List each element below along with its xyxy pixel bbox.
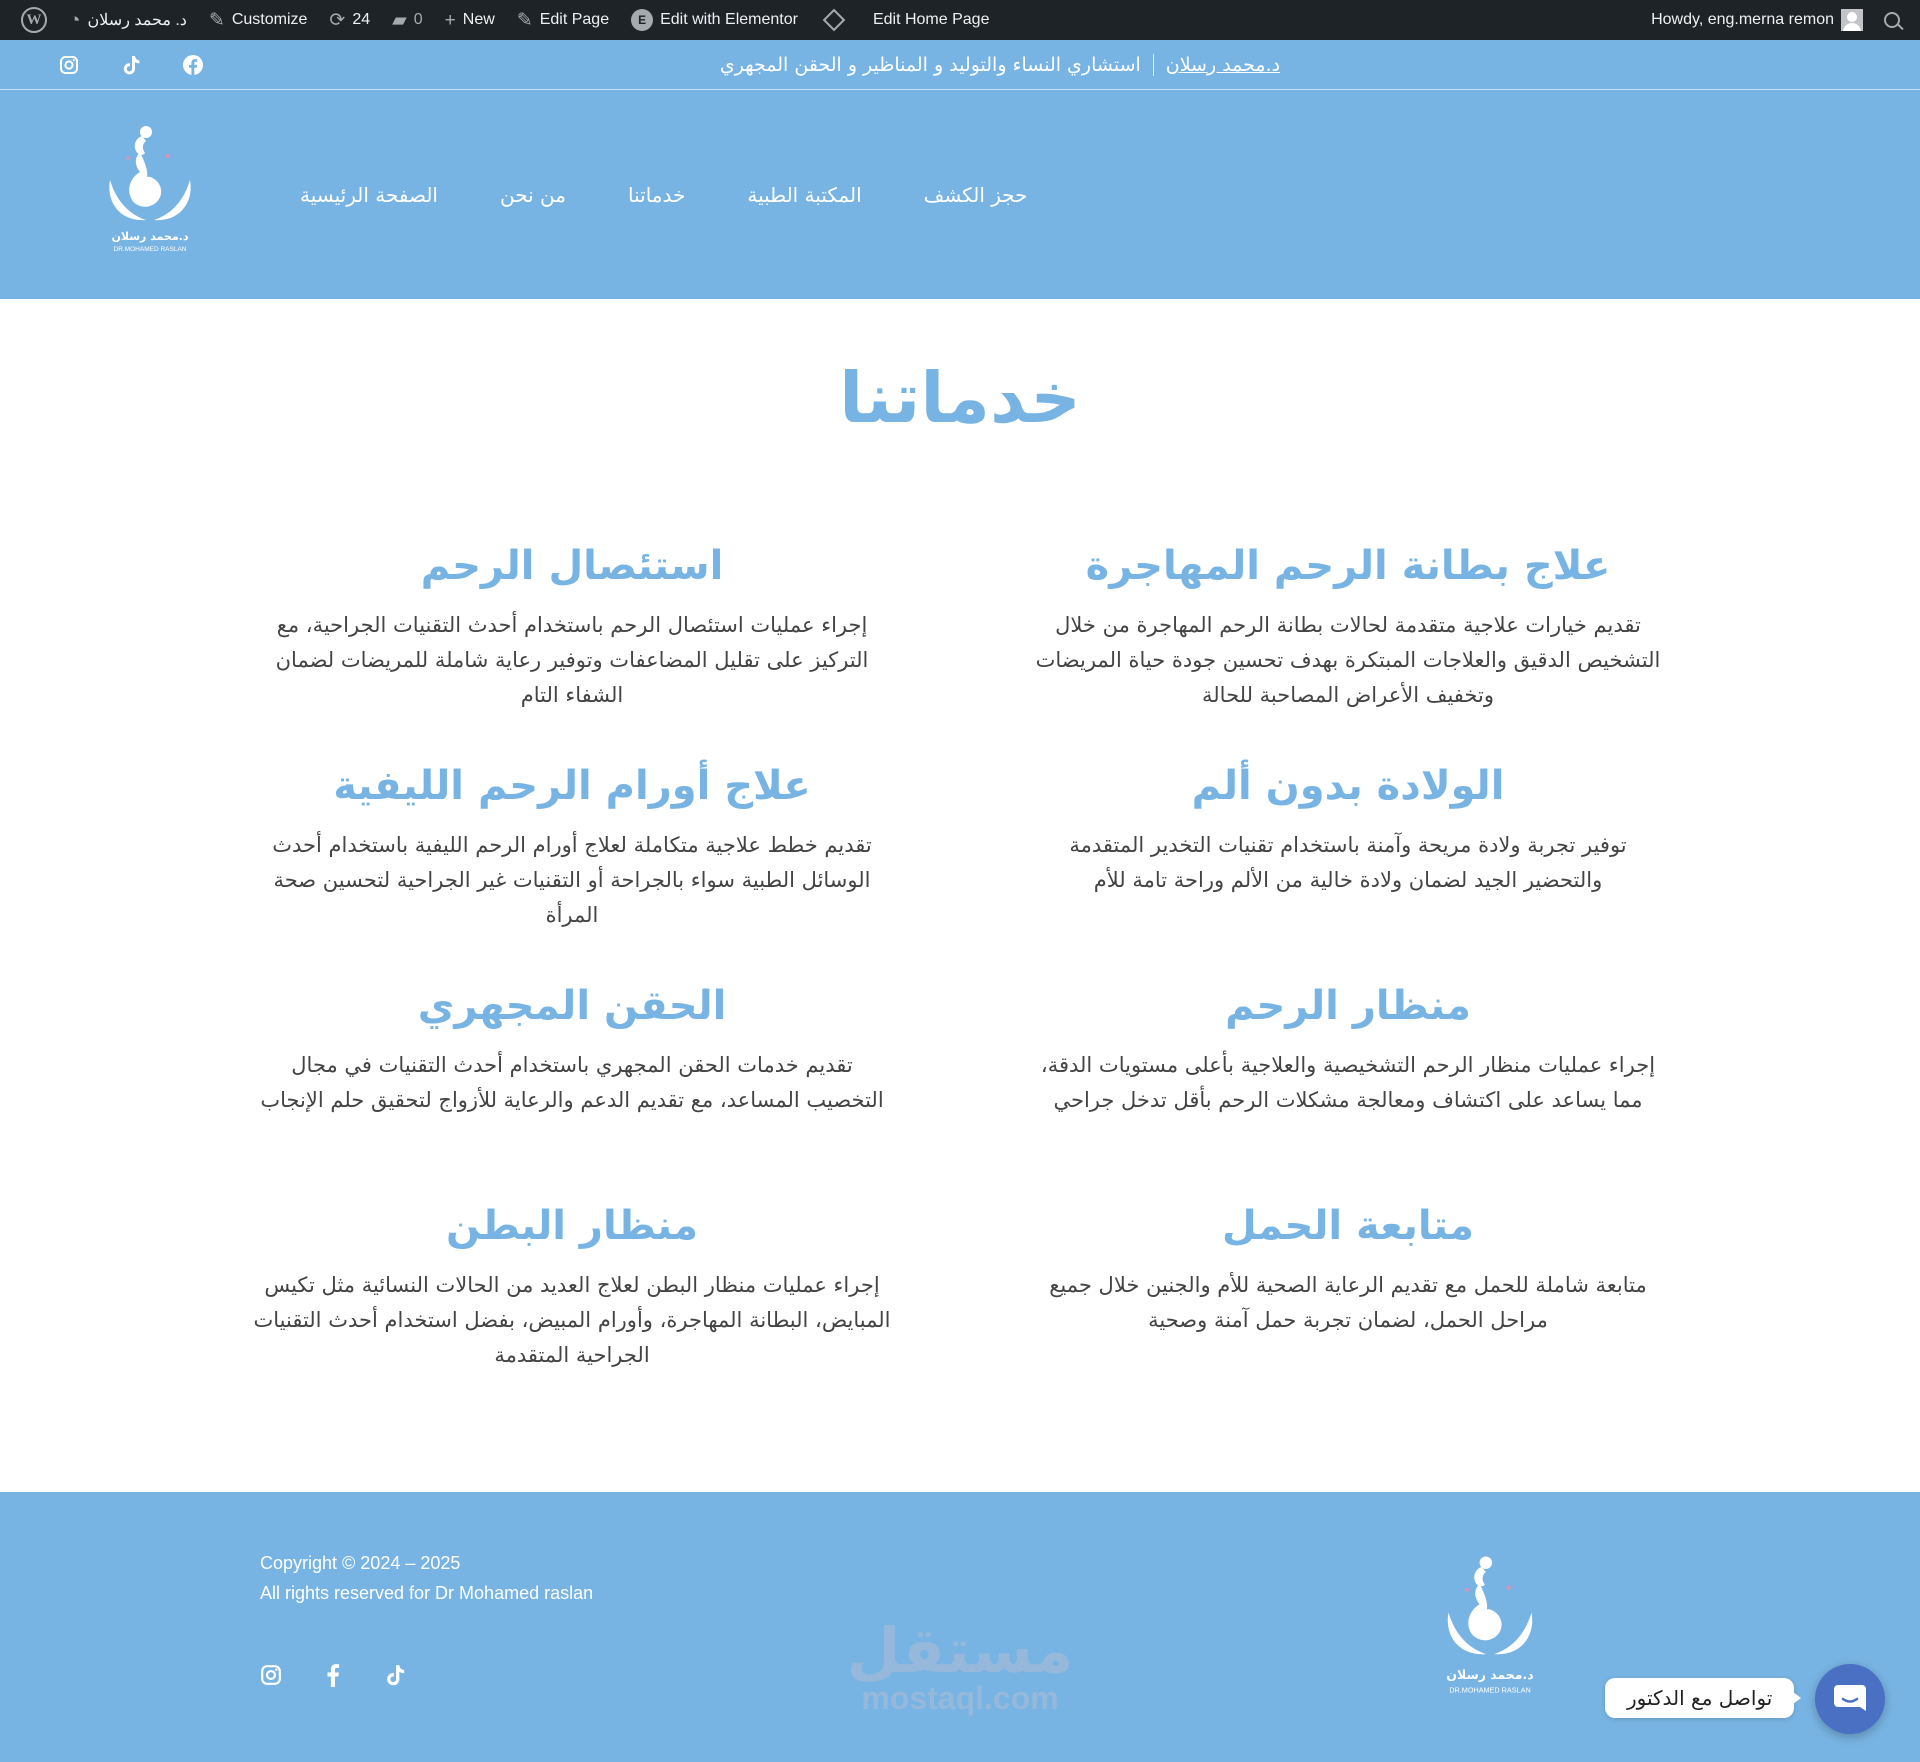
facebook-icon[interactable] — [180, 52, 206, 78]
service-description: إجراء عمليات استئصال الرحم باستخدام أحدث التقنيات الجراحية، مع التركيز على تقليل المضاعفات وتوفير رعاية شاملة للمريضات لضمان الشفاء التام — [275, 613, 869, 707]
account-menu[interactable] — [1640, 0, 1874, 40]
service-card — [252, 1202, 892, 1373]
service-card — [252, 762, 892, 933]
updates-icon: ⟳ — [329, 9, 346, 31]
service-title: متابعة الحمل — [1222, 1203, 1474, 1249]
top-social-links — [56, 40, 206, 90]
new-content-menu[interactable] — [434, 0, 506, 40]
services-title: خدماتنا — [839, 357, 1081, 439]
service-title: الحقن المجهري — [417, 983, 727, 1029]
service-title: علاج بطانة الرحم المهاجرة — [1085, 543, 1611, 589]
service-title: منظار البطن — [445, 1203, 699, 1249]
edit-elementor-label: Edit with Elementor — [660, 11, 798, 28]
footer-logo — [1436, 1548, 1544, 1702]
service-description: إجراء عمليات منظار البطن لعلاج العديد من الحالات النسائية مثل تكيس المبايض، البطانة المهاجرة، وأورام المبيض، بفضل استخدام أحدث التقنيات الجراحية المتقدمة — [253, 1273, 891, 1367]
footer-social-links — [258, 1662, 408, 1688]
chat-bubble-icon — [1832, 1683, 1868, 1715]
admin-search[interactable] — [1874, 0, 1910, 40]
brush-icon: ✎ — [208, 9, 225, 31]
footer-logo-name-ar: د.محمد رسلان — [1446, 1667, 1534, 1682]
top-bar — [0, 40, 1920, 90]
comment-icon: ▰ — [392, 9, 407, 31]
tiktok-icon[interactable] — [118, 52, 144, 78]
comments-count: 0 — [413, 11, 423, 28]
instagram-icon[interactable] — [258, 1662, 284, 1688]
service-card — [1028, 762, 1668, 898]
rights-text: All rights reserved for Dr Mohamed raslan — [260, 1583, 594, 1603]
watermark — [820, 1614, 1100, 1716]
nav-item-services[interactable]: خدماتنا — [628, 182, 686, 207]
main-nav — [300, 90, 1028, 299]
nav-item-booking[interactable]: حجز الكشف — [923, 182, 1028, 207]
service-description: تقديم خدمات الحقن المجهري باستخدام أحدث التقنيات في مجال التخصيب المساعد، مع تقديم الدعم والرعاية للأزواج لتحقيق حلم الإنجاب — [260, 1053, 884, 1112]
site-logo[interactable] — [98, 118, 202, 254]
service-description: إجراء عمليات منظار الرحم التشخيصية والعلاجية بأعلى مستويات الدقة، مما يساعد على اكتشاف ومعالجة مشكلات الرحم بأقل تدخل جراحي — [1040, 1053, 1656, 1112]
avatar — [1841, 9, 1863, 31]
logo-name-ar: د.محمد رسلان — [111, 230, 189, 243]
service-description: متابعة شاملة للحمل مع تقديم الرعاية الصحية للأم والجنين خلال جميع مراحل الحمل، لضمان تجربة حمل آمنة وصحية — [1049, 1273, 1647, 1332]
copyright-text: Copyright © 2024 – 2025 — [260, 1553, 461, 1573]
service-card — [252, 542, 892, 713]
facebook-icon[interactable] — [320, 1662, 346, 1688]
updates-link[interactable] — [318, 0, 381, 40]
edit-elementor-link[interactable] — [620, 0, 809, 40]
logo-name-en: DR.MOHAMED RASLAN — [113, 246, 187, 253]
pencil-icon: ✎ — [516, 9, 533, 31]
service-card — [1028, 1202, 1668, 1338]
dashboard-icon: ◔ — [69, 9, 81, 31]
new-label: New — [462, 11, 495, 28]
admin-bar — [0, 0, 1920, 40]
wordpress-menu[interactable] — [10, 0, 58, 40]
chat-button[interactable] — [1815, 1664, 1885, 1734]
divider — [1153, 54, 1154, 76]
updates-count: 24 — [352, 11, 371, 28]
wordpress-logo-icon: W — [21, 7, 47, 33]
plus-icon: + — [444, 9, 456, 31]
site-header — [0, 90, 1920, 299]
site-name-label: د. محمد رسلان — [87, 12, 187, 29]
service-title: الولادة بدون ألم — [1191, 763, 1505, 809]
service-title: علاج أورام الرحم الليفية — [333, 763, 811, 809]
service-title: استئصال الرحم — [420, 543, 724, 589]
doctor-link[interactable]: د.محمد رسلان — [1165, 54, 1281, 76]
comments-link[interactable] — [381, 0, 434, 40]
nav-item-home[interactable]: الصفحة الرئيسية — [300, 182, 438, 207]
edit-home-link[interactable] — [809, 0, 1001, 40]
chat-tooltip[interactable]: تواصل مع الدكتور — [1605, 1678, 1794, 1718]
service-card — [1028, 982, 1668, 1118]
nav-item-about[interactable]: من نحن — [500, 182, 566, 207]
service-card — [252, 982, 892, 1118]
service-title: منظار الرحم — [1225, 983, 1471, 1029]
tiktok-icon[interactable] — [382, 1662, 408, 1688]
service-description: توفير تجربة ولادة مريحة وآمنة باستخدام تقنيات التخدير المتقدمة والتحضير الجيد لضمان ولادة خالية من الألم وراحة تامة للأم — [1069, 833, 1627, 892]
customize-label: Customize — [231, 11, 308, 28]
edit-page-label: Edit Page — [539, 11, 610, 28]
doctor-specialty: استشاري النساء والتوليد و المناظير و الحقن المجهري — [719, 54, 1141, 76]
copyright-block — [260, 1548, 600, 1608]
search-icon — [1884, 12, 1900, 28]
service-description: تقديم خطط علاجية متكاملة لعلاج أورام الرحم الليفية باستخدام أحدث الوسائل الطبية سواء بالجراحة أو التقنيات غير الجراحية لتحسين صحة المرأة — [272, 833, 872, 927]
instagram-icon[interactable] — [56, 52, 82, 78]
edit-home-label: Edit Home Page — [872, 11, 990, 28]
service-card — [1028, 542, 1668, 713]
theme-builder-icon — [823, 9, 846, 32]
watermark-arabic: مستقل — [846, 1614, 1074, 1687]
customize-link[interactable] — [198, 0, 319, 40]
site-name-menu[interactable] — [58, 0, 198, 40]
howdy-label: Howdy, eng.merna remon — [1651, 11, 1834, 28]
nav-item-library[interactable]: المكتبة الطبية — [747, 182, 862, 207]
doctor-info — [620, 40, 1380, 90]
site-footer — [0, 1492, 1920, 1762]
watermark-latin: mostaql.com — [861, 1680, 1059, 1716]
elementor-icon: E — [631, 9, 653, 31]
edit-page-link[interactable] — [506, 0, 620, 40]
service-description: تقديم خيارات علاجية متقدمة لحالات بطانة الرحم المهاجرة من خلال التشخيص الدقيق والعلاجات المبتكرة بهدف تحسين جودة حياة المريضات وتخفيف الأعراض المصاحبة للحالة — [1035, 613, 1661, 707]
footer-logo-name-en: DR.MOHAMED RASLAN — [1449, 1685, 1531, 1695]
